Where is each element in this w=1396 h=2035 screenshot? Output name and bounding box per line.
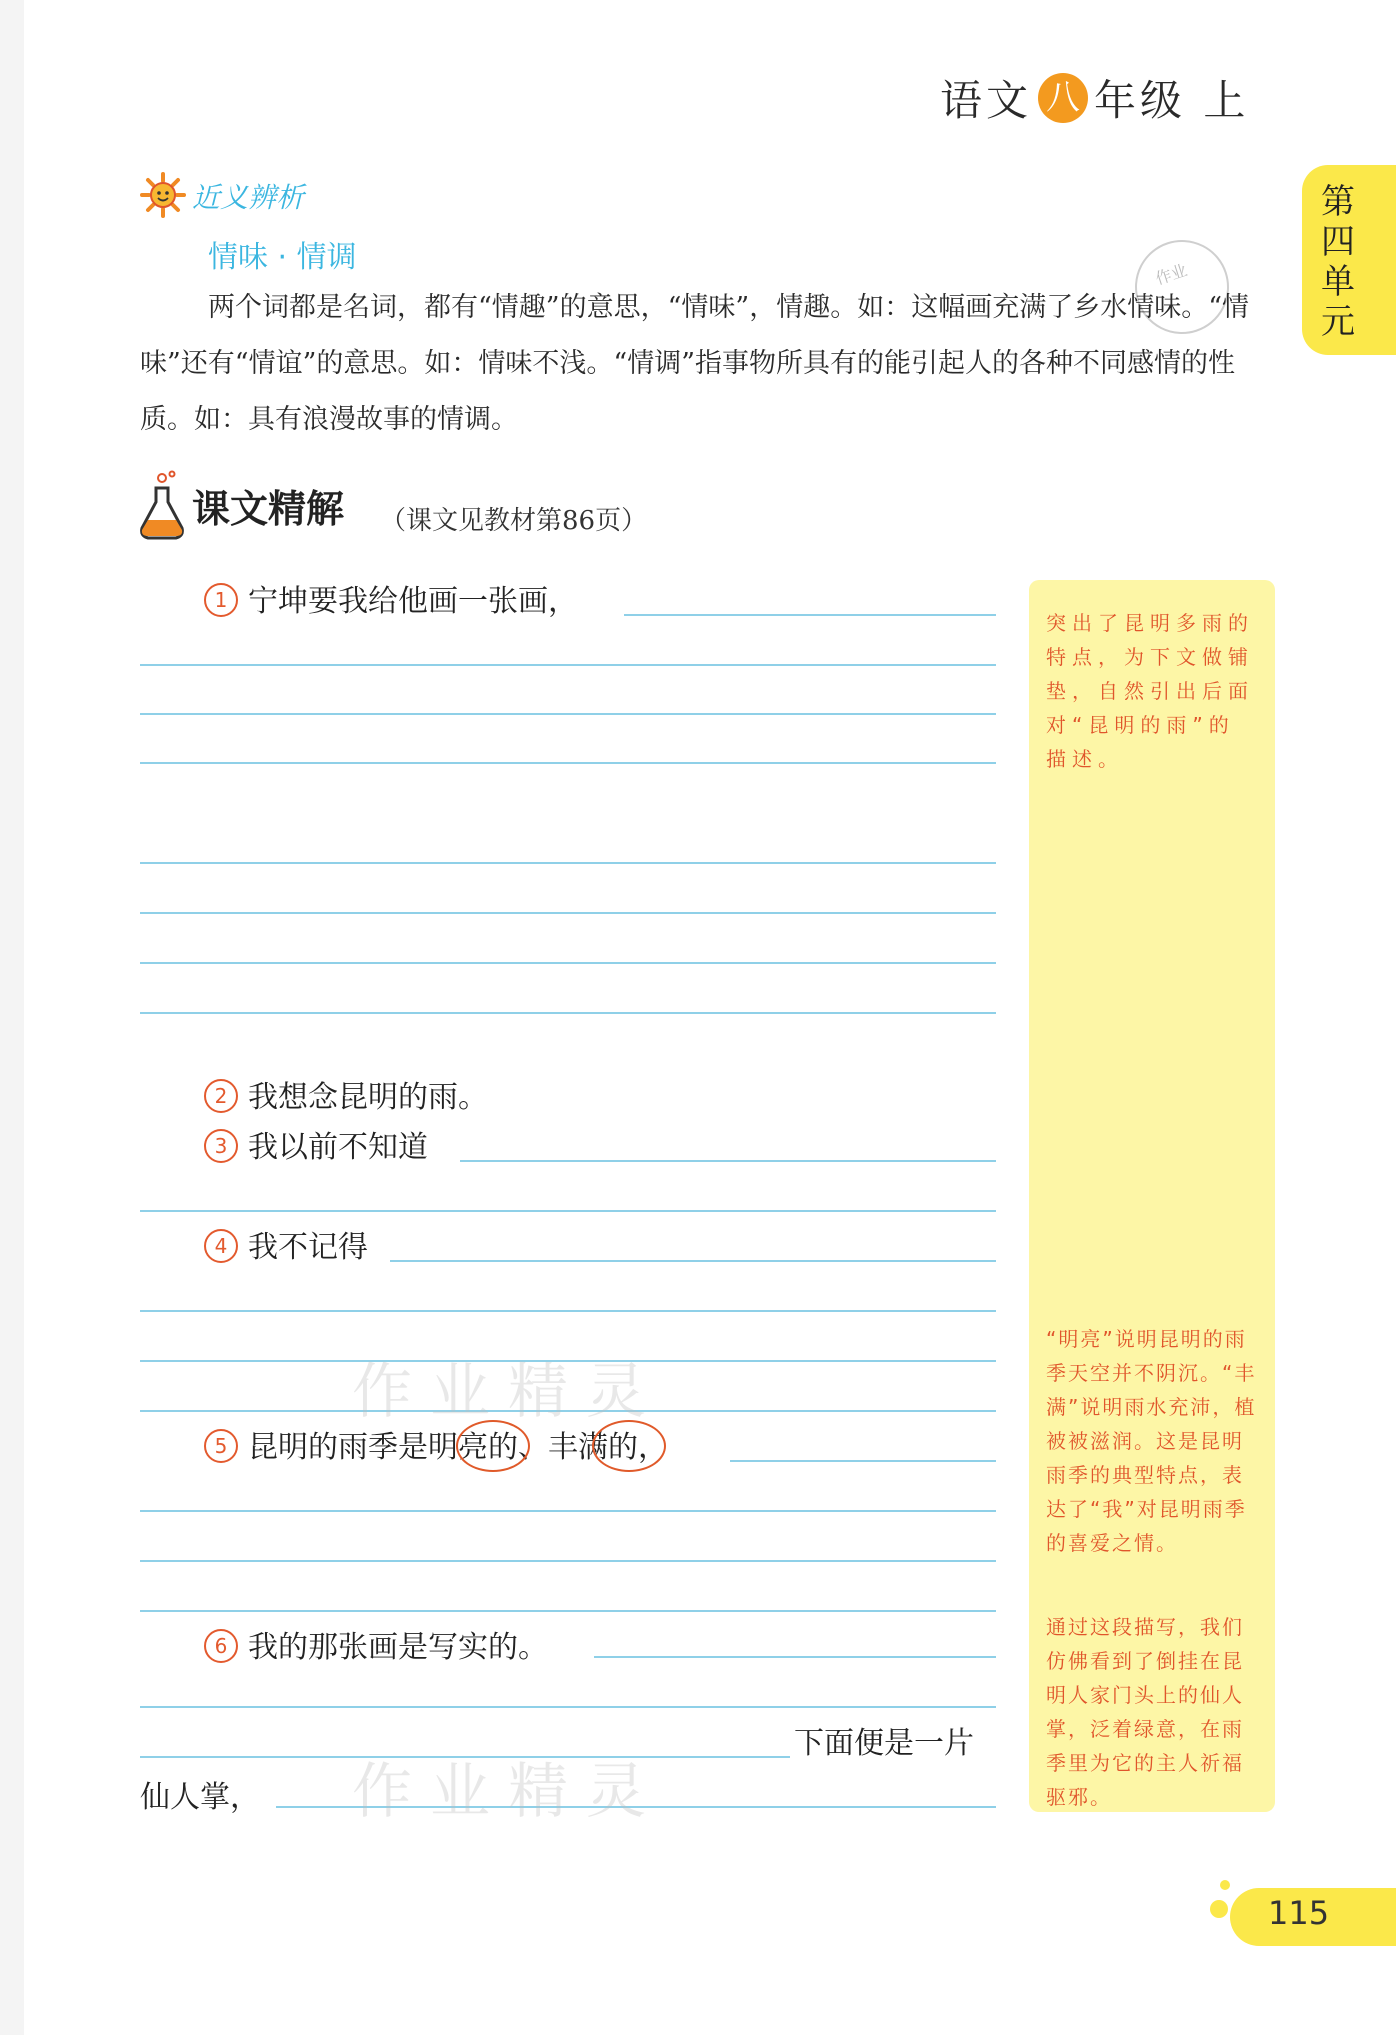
number-badge: 1 bbox=[204, 583, 238, 617]
sentence-text: 我的那张画是写实的。 bbox=[248, 1630, 548, 1665]
flask-icon bbox=[138, 470, 192, 544]
answer-line[interactable] bbox=[594, 1656, 996, 1658]
sentence-6 bbox=[204, 1622, 548, 1666]
answer-line[interactable] bbox=[140, 762, 996, 764]
answer-line[interactable] bbox=[140, 1560, 996, 1562]
sentence-2 bbox=[204, 1072, 488, 1116]
unit-tab-label: 第四单元 bbox=[1321, 182, 1355, 342]
grade-badge: 八 bbox=[1038, 73, 1088, 123]
watermark: 作业精灵 bbox=[352, 1357, 664, 1427]
synonym-subtitle: 情味 · 情调 bbox=[208, 240, 357, 275]
circled-word-bright bbox=[456, 1420, 530, 1472]
circled-word-full bbox=[592, 1420, 666, 1472]
answer-line[interactable] bbox=[140, 1510, 996, 1512]
synonym-section-title: 近义辨析 bbox=[192, 181, 305, 214]
sentence-text: 我以前不知道 bbox=[248, 1130, 428, 1165]
sentence-4 bbox=[204, 1222, 368, 1266]
answer-line[interactable] bbox=[140, 1706, 996, 1708]
number-badge: 5 bbox=[204, 1429, 238, 1463]
number-badge: 2 bbox=[204, 1079, 238, 1113]
number-badge: 6 bbox=[204, 1629, 238, 1663]
sun-icon bbox=[140, 172, 186, 218]
number-badge: 3 bbox=[204, 1129, 238, 1163]
sentence-3 bbox=[204, 1122, 428, 1166]
answer-line[interactable] bbox=[140, 1012, 996, 1014]
sentence-text: 宁坤要我给他画一张画， bbox=[248, 584, 578, 619]
sentence-text: 我想念昆明的雨。 bbox=[248, 1080, 488, 1115]
note-3: 通过这段描写，我们仿佛看到了倒挂在昆明人家门头上的仙人掌，泛着绿意，在雨季里为它的主人祈福驱邪。 bbox=[1046, 1615, 1244, 1809]
answer-line[interactable] bbox=[730, 1460, 996, 1462]
number-badge: 4 bbox=[204, 1229, 238, 1263]
answer-line[interactable] bbox=[390, 1260, 996, 1262]
sentence-1 bbox=[204, 576, 578, 620]
answer-line[interactable] bbox=[140, 713, 996, 715]
page-number: 115 bbox=[1268, 1894, 1330, 1932]
sentence-6-tail: 仙人掌， bbox=[140, 1780, 260, 1815]
lesson-section-title: 课文精解 bbox=[192, 487, 345, 531]
subject-label: 语文 bbox=[940, 76, 1033, 125]
answer-line[interactable] bbox=[140, 664, 996, 666]
header-title bbox=[940, 68, 1249, 128]
answer-line[interactable] bbox=[140, 912, 996, 914]
answer-line[interactable] bbox=[140, 1310, 996, 1312]
answer-line[interactable] bbox=[140, 1610, 996, 1612]
answer-line[interactable] bbox=[624, 614, 996, 616]
answer-line[interactable] bbox=[140, 962, 996, 964]
grade-label: 年级 上 bbox=[1094, 76, 1250, 125]
answer-line[interactable] bbox=[140, 862, 996, 864]
note-2: “明亮”说明昆明的雨季天空并不阴沉。“丰满”说明雨水充沛，植被被滋润。这是昆明雨季的典型特点，表达了“我”对昆明雨季的喜爱之情。 bbox=[1046, 1327, 1257, 1555]
stamp-text: 作业 bbox=[1153, 260, 1190, 289]
watermark: 作业精灵 bbox=[352, 1757, 664, 1827]
decor-dot bbox=[1210, 1900, 1228, 1918]
note-1: 突出了昆明多雨的特点，为下文做铺垫，自然引出后面对“昆明的雨”的描述。 bbox=[1046, 611, 1254, 771]
sentence-text: 我不记得 bbox=[248, 1230, 368, 1265]
lesson-reference: （课文见教材第86页） bbox=[380, 506, 648, 536]
sentence-text: 昆明的雨季是明亮的、丰满的， bbox=[248, 1430, 668, 1465]
synonym-paragraph bbox=[140, 280, 1275, 448]
answer-line[interactable] bbox=[460, 1160, 996, 1162]
sentence-6-continuation: 下面便是一片 bbox=[794, 1726, 974, 1761]
synonym-paragraph-text: 两个词都是名词，都有“情趣”的意思，“情味”，情趣。如：这幅画充满了乡水情味。“情味”还有“情谊”的意思。如：情味不浅。“情调”指事物所具有的能引起人的各种不同感情的性质。如：具有浪漫故事的情调。 bbox=[140, 292, 1250, 435]
answer-line[interactable] bbox=[140, 1210, 996, 1212]
decor-dot bbox=[1220, 1880, 1230, 1890]
